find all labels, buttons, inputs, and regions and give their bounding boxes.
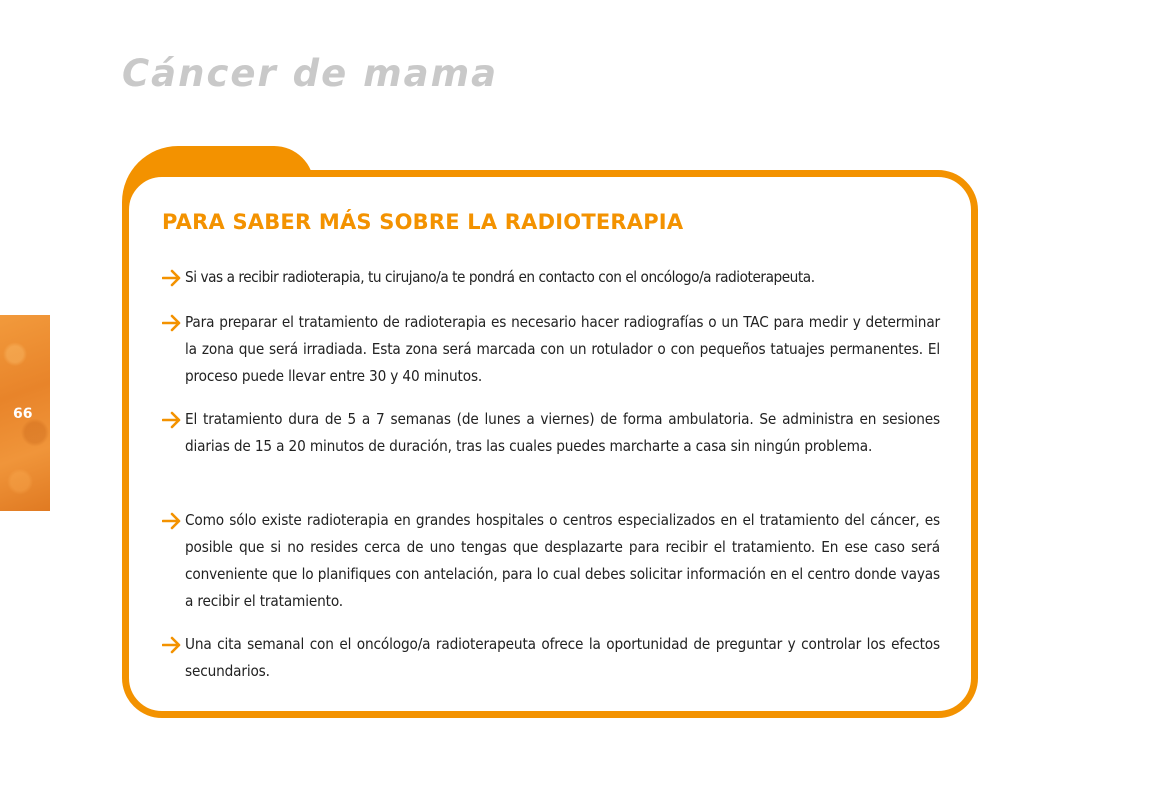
page-number-tab	[0, 315, 50, 511]
arrow-right-icon	[162, 269, 182, 287]
bullet-item-text: Una cita semanal con el oncólogo/a radioterapeuta ofrece la oportunidad de preguntar y controlar los efectos secundarios.	[185, 635, 940, 680]
bullet-item-text: El tratamiento dura de 5 a 7 semanas (de lunes a viernes) de forma ambulatoria. Se administra en sesiones diarias de 15 a 20 minutos de duración, tras las cuales puedes marcharte a casa sin ningún problema.	[185, 410, 940, 455]
arrow-right-icon	[162, 411, 182, 429]
bullet-item	[162, 309, 940, 390]
bullet-item	[162, 507, 940, 615]
running-title: Cáncer de mama	[122, 52, 499, 95]
bullet-item-text: Como sólo existe radioterapia en grandes hospitales o centros especializados en el tratamiento del cáncer, es posible que si no resides cerca de uno tengas que desplazarte para recibir el tratamiento. En ese caso será conveniente que lo planifiques con antelación, para lo cual debes solicitar información en el centro donde vayas a recibir el tratamiento.	[185, 511, 940, 610]
arrow-right-icon	[162, 636, 182, 654]
arrow-right-icon	[162, 512, 182, 530]
page-number: 66	[13, 406, 33, 422]
bullet-item-text: Si vas a recibir radioterapia, tu cirujano/a te pondrá en contacto con el oncólogo/a radioterapeuta.	[185, 268, 815, 286]
bullet-item	[162, 406, 940, 460]
bullet-item	[162, 631, 940, 685]
arrow-right-icon	[162, 314, 182, 332]
bullet-item	[162, 264, 940, 291]
bullet-item-text: Para preparar el tratamiento de radioterapia es necesario hacer radiografías o un TAC para medir y determinar la zona que será irradiada. Esta zona será marcada con un rotulador o con pequeños tatuajes permanentes. El proceso puede llevar entre 30 y 40 minutos.	[185, 313, 940, 385]
info-box-heading: PARA SABER MÁS SOBRE LA RADIOTERAPIA	[162, 210, 684, 234]
